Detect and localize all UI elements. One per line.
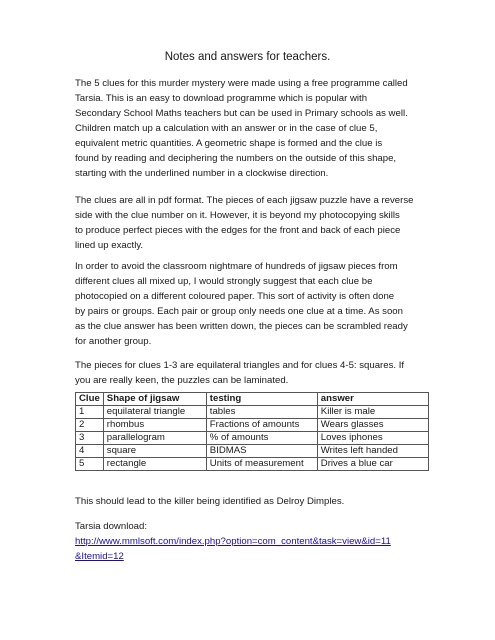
text-line: for another group. bbox=[75, 336, 152, 347]
text-line: starting with the underlined number in a clockwise direction. bbox=[75, 168, 329, 179]
text-line: lined up exactly. bbox=[75, 240, 144, 251]
text-line: The clues are all in pdf format. The pieces of each jigsaw puzzle have a reverse bbox=[75, 195, 414, 206]
table-cell: Drives a blue car bbox=[317, 458, 428, 471]
classroom-paragraph bbox=[75, 259, 435, 349]
text-line: Secondary School Maths teachers but can be used in Primary schools as well. bbox=[75, 108, 408, 119]
pdf-format-paragraph bbox=[75, 193, 435, 253]
table-row bbox=[76, 432, 429, 445]
table-cell: rectangle bbox=[103, 458, 206, 471]
download-label: Tarsia download: bbox=[75, 521, 147, 532]
table-cell: Fractions of amounts bbox=[206, 419, 317, 432]
table-cell: 3 bbox=[76, 432, 104, 445]
conclusion-paragraph: This should lead to the killer being identified as Delroy Dimples. bbox=[75, 496, 345, 507]
table-cell: square bbox=[103, 445, 206, 458]
column-header-shape: Shape of jigsaw bbox=[103, 393, 206, 406]
column-header-clue: Clue bbox=[76, 393, 104, 406]
table-header-row bbox=[76, 393, 429, 406]
text-line: equivalent metric quantities. A geometric shape is formed and the clue is bbox=[75, 138, 383, 149]
page-title: Notes and answers for teachers. bbox=[164, 51, 331, 63]
text-line: as the clue answer has been written down, the pieces can be scrambled ready bbox=[75, 321, 408, 332]
text-line: by pairs or groups. Each pair or group only needs one clue at a time. As soon bbox=[75, 306, 403, 317]
table-cell: Units of measurement bbox=[206, 458, 317, 471]
table-row bbox=[76, 458, 429, 471]
column-header-testing: testing bbox=[206, 393, 317, 406]
table-row bbox=[76, 419, 429, 432]
download-link[interactable] bbox=[75, 534, 435, 564]
table-cell: parallelogram bbox=[103, 432, 206, 445]
text-line: photocopied on a different coloured paper. This sort of activity is often done bbox=[75, 291, 395, 302]
text-line: Tarsia. This is an easy to download programme which is popular with bbox=[75, 93, 368, 104]
text-line: you are really keen, the puzzles can be laminated. bbox=[75, 375, 289, 386]
table-cell: % of amounts bbox=[206, 432, 317, 445]
text-line: The 5 clues for this murder mystery were made using a free programme called bbox=[75, 78, 408, 89]
table-row bbox=[76, 445, 429, 458]
table-cell: Loves iphones bbox=[317, 432, 428, 445]
pieces-paragraph bbox=[75, 358, 435, 388]
text-line: In order to avoid the classroom nightmare of hundreds of jigsaw pieces from bbox=[75, 261, 398, 272]
table-cell: equilateral triangle bbox=[103, 406, 206, 419]
table-cell: Writes left handed bbox=[317, 445, 428, 458]
text-line: different clues all mixed up, I would strongly suggest that each clue be bbox=[75, 276, 373, 287]
table-cell: Wears glasses bbox=[317, 419, 428, 432]
table-cell: rhombus bbox=[103, 419, 206, 432]
link-line[interactable]: http://www.mmlsoft.com/index.php?option=com_content&task=view&id=11 bbox=[75, 536, 391, 547]
text-line: The pieces for clues 1-3 are equilateral triangles and for clues 4-5: squares. If bbox=[75, 360, 405, 371]
text-line: side with the clue number on it. However, it is beyond my photocopying skills bbox=[75, 210, 400, 221]
intro-paragraph bbox=[75, 76, 435, 181]
text-line: to produce perfect pieces with the edges for the front and back of each piece bbox=[75, 225, 401, 236]
clues-table bbox=[75, 392, 429, 471]
link-line[interactable]: &Itemid=12 bbox=[75, 551, 124, 562]
column-header-answer: answer bbox=[317, 393, 428, 406]
table-cell: 1 bbox=[76, 406, 104, 419]
table-cell: 2 bbox=[76, 419, 104, 432]
text-line: found by reading and deciphering the numbers on the outside of this shape, bbox=[75, 153, 397, 164]
text-line: Children match up a calculation with an answer or in the case of clue 5, bbox=[75, 123, 378, 134]
table-row bbox=[76, 406, 429, 419]
table-cell: BIDMAS bbox=[206, 445, 317, 458]
table-cell: Killer is male bbox=[317, 406, 428, 419]
table-cell: 4 bbox=[76, 445, 104, 458]
table-cell: tables bbox=[206, 406, 317, 419]
table-cell: 5 bbox=[76, 458, 104, 471]
